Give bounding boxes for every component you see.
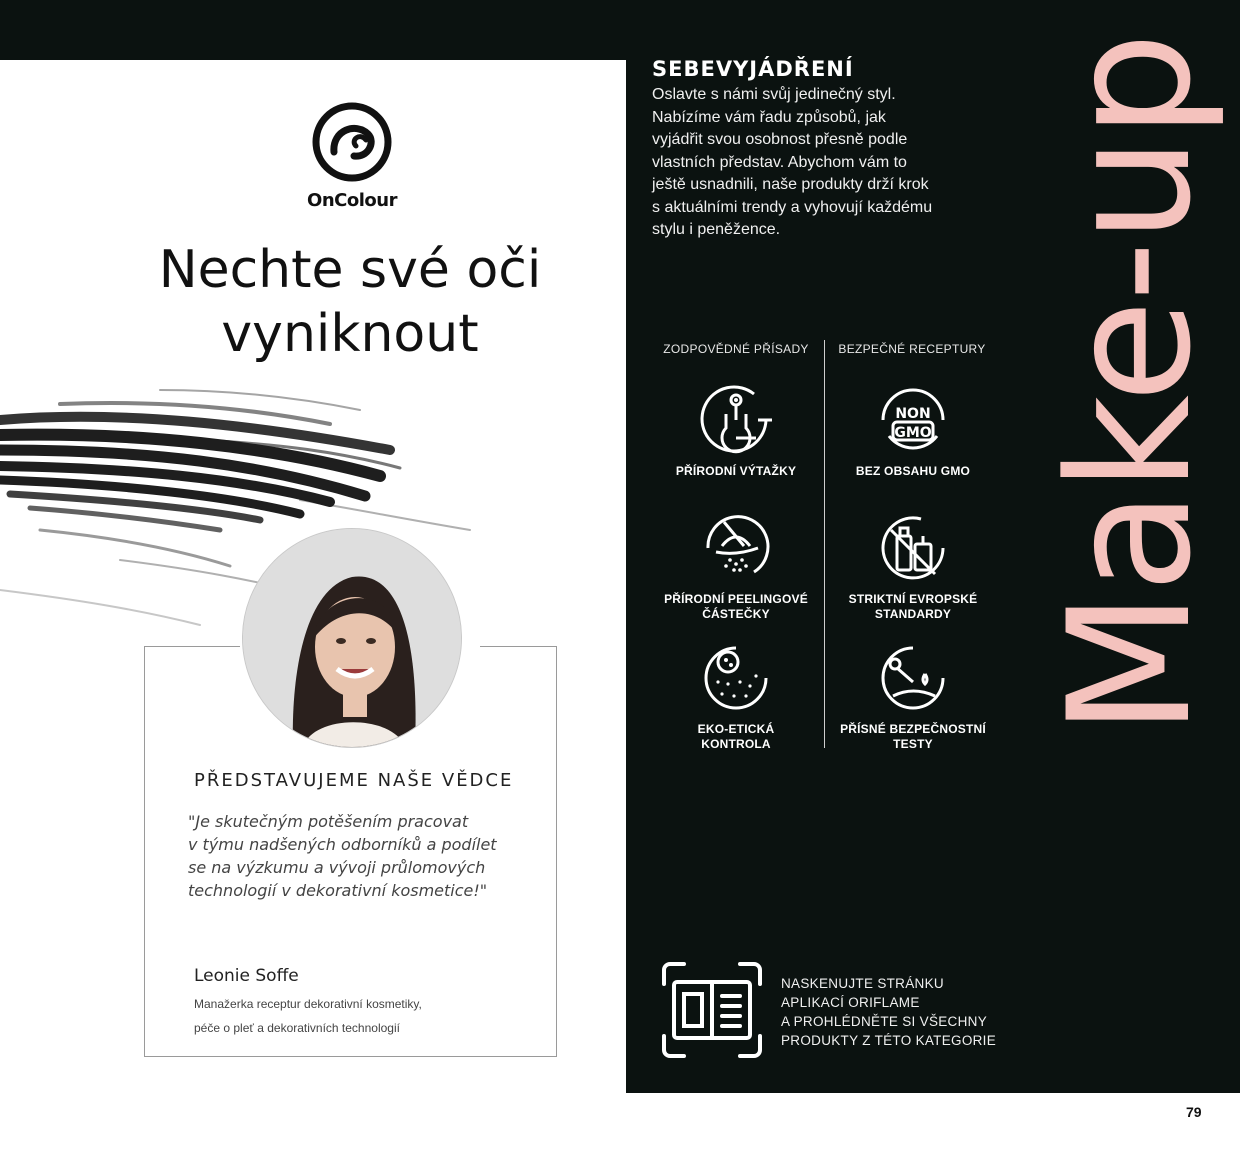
category-label: Make-up — [1032, 33, 1228, 737]
headline-line-1: Nechte své oči — [158, 240, 542, 300]
non-gmo-icon — [873, 380, 953, 460]
eco-microscope-icon — [696, 638, 776, 718]
feature-label-line: ČÁSTEČKY — [702, 607, 770, 621]
feature-label — [828, 722, 998, 752]
non-gmo-line1: NON — [895, 406, 931, 422]
left-column-heading: ZODPOVĚDNÉ PŘÍSADY — [663, 342, 809, 356]
intro-title: SEBEVYJÁDŘENÍ — [652, 57, 854, 81]
feature-label — [828, 592, 998, 622]
oncolour-logo-icon — [310, 100, 394, 184]
scan-catalog-icon — [660, 962, 764, 1058]
feature-no-gmo — [828, 380, 998, 479]
intro-line: vlastních představ. Abychom vám to — [652, 153, 907, 171]
column-divider — [824, 340, 825, 748]
feature-label-line: PŘÍRODNÍ VÝTAŽKY — [675, 464, 797, 478]
intro-line: Nabízíme vám řadu způsobů, jak — [652, 108, 886, 126]
quote-line: "Je skutečným potěšením pracovat — [188, 812, 469, 831]
feature-label-line: STANDARDY — [874, 607, 952, 621]
intro-text — [652, 84, 992, 242]
feature-label-line: PŘÍSNÉ BEZPEČNOSTNÍ — [840, 722, 986, 736]
feature-label — [828, 464, 998, 479]
headline-line-2: vyniknout — [221, 304, 479, 364]
page-number: 79 — [1186, 1104, 1202, 1120]
brand-name: OnColour — [307, 190, 397, 211]
flower-flask-icon — [696, 380, 776, 460]
scientist-portrait-image — [243, 529, 461, 747]
scientist-section-title: PŘEDSTAVUJEME NAŠE VĚDCE — [194, 770, 514, 791]
quote-line: se na výzkumu a vývoji průlomových — [188, 858, 486, 877]
bottles-crossed-icon — [873, 508, 953, 588]
scan-line: NASKENUJTE STRÁNKU — [781, 976, 944, 991]
non-gmo-line2: GMO — [894, 425, 932, 441]
feature-label — [651, 722, 821, 752]
intro-line: ještě usnadnili, naše produkty drží krok — [652, 176, 929, 193]
feature-natural-extracts — [651, 380, 821, 479]
intro-line: stylu i peněžence. — [652, 221, 781, 238]
feature-eco-ethical — [651, 638, 821, 752]
feature-safety-tests — [828, 638, 998, 752]
feature-label-line: KONTROLA — [701, 737, 771, 751]
scientist-quote — [188, 810, 528, 902]
feature-label-line: PŘÍRODNÍ PEELINGOVÉ — [664, 592, 808, 606]
scientist-name: Leonie Soffe — [194, 966, 299, 986]
feature-natural-peeling — [651, 508, 821, 622]
feature-label — [651, 464, 821, 479]
scientist-role — [194, 992, 514, 1040]
intro-line: Oslavte s námi svůj jedinečný styl. — [652, 86, 896, 103]
intro-line: s aktuálními trendy a vyhovují každému — [652, 198, 933, 216]
right-column-heading: BEZPEČNÉ RECEPTURY — [838, 342, 986, 356]
quote-line: v týmu nadšených odborníků a podílet — [188, 835, 497, 854]
brand-logo — [300, 100, 404, 211]
page-headline — [120, 238, 580, 366]
feature-label-line: BEZ OBSAHU GMO — [855, 464, 971, 478]
quote-line: technologií v dekorativní kosmetice!" — [188, 881, 488, 900]
scientist-avatar — [242, 528, 462, 748]
peeling-particles-icon — [696, 508, 776, 588]
scan-line: PRODUKTY Z TÉTO KATEGORIE — [781, 1033, 997, 1048]
scan-line: A PROHLÉDNĚTE SI VŠECHNY — [781, 1014, 988, 1029]
scan-instructions — [781, 974, 1011, 1050]
feature-label-line: STRIKTNÍ EVROPSKÉ — [848, 592, 978, 606]
safety-test-icon — [873, 638, 953, 718]
intro-line: vyjádřit svou osobnost přesně podle — [652, 131, 908, 148]
role-line: Manažerka receptur dekorativní kosmetiky, — [194, 997, 422, 1011]
feature-eu-standards — [828, 508, 998, 622]
feature-label — [651, 592, 821, 622]
feature-label-line: TESTY — [893, 737, 933, 751]
feature-label-line: EKO-ETICKÁ — [697, 722, 775, 736]
scan-line: APLIKACÍ ORIFLAME — [781, 995, 920, 1010]
role-line: péče o pleť a dekorativních technologií — [194, 1021, 400, 1035]
